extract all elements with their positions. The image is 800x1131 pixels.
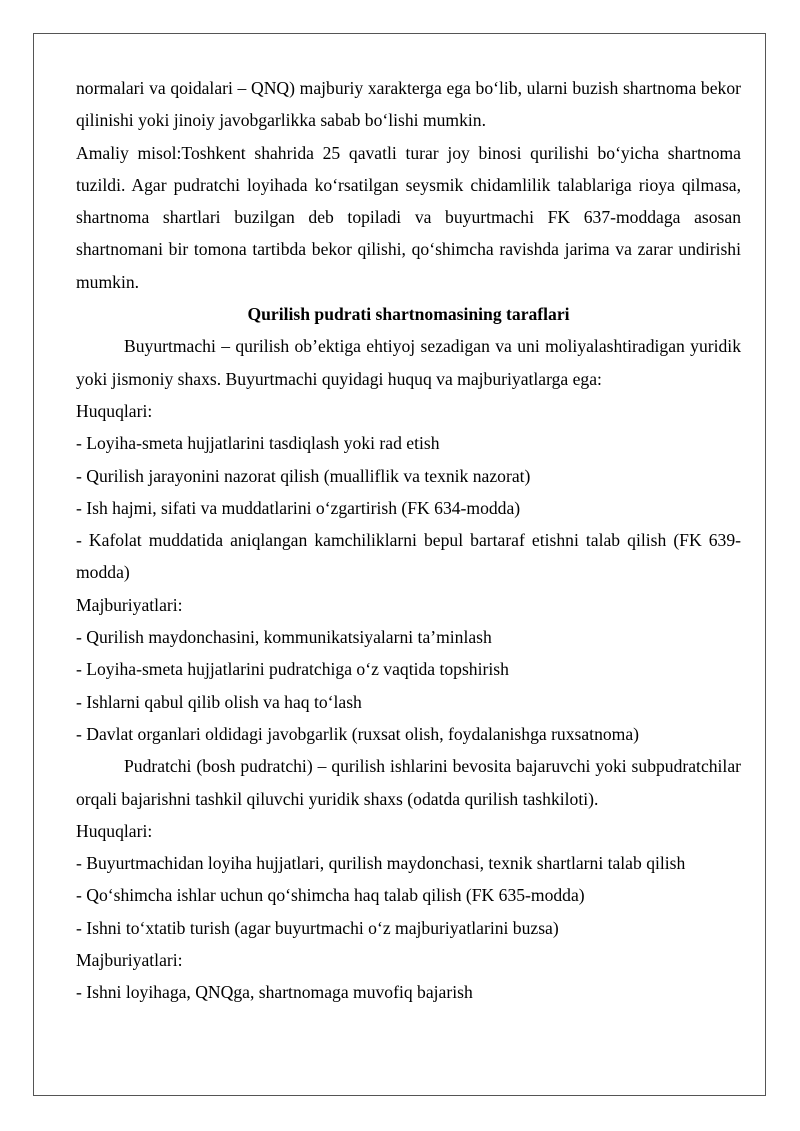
- label-obligations: Majburiyatlari:: [76, 950, 183, 971]
- list-item: - Qo‘shimcha ishlar uchun qo‘shimcha haq talab qilish (FK 635-modda): [76, 885, 585, 906]
- label-obligations: Majburiyatlari:: [76, 594, 183, 615]
- list-item: - Ishni to‘xtatib turish (agar buyurtmachi o‘z majburiyatlarini buzsa): [76, 917, 559, 938]
- list-item: - Kafolat muddatida aniqlangan kamchiliklarni bepul bartaraf etishni talab qilish (FK 639-modda): [76, 530, 741, 583]
- document-body: [76, 72, 741, 1009]
- list-item: - Ishni loyihaga, QNQga, shartnomaga muvofiq bajarish: [76, 982, 473, 1003]
- section-heading: Qurilish pudrati shartnomasining taraflari: [247, 304, 570, 325]
- list-item: - Qurilish jarayonini nazorat qilish (mualliflik va texnik nazorat): [76, 465, 531, 486]
- list-item: - Davlat organlari oldidagi javobgarlik (ruxsat olish, foydalanishga ruxsatnoma): [76, 723, 640, 744]
- paragraph-continuation: normalari va qoidalari – QNQ) majburiy xarakterga ega bo‘lib, ularni buzish shartnoma bekor qilinishi yoki jinoiy javobgarlikka sabab bo‘lishi mumkin.: [76, 78, 741, 131]
- list-item: - Buyurtmachidan loyiha hujjatlari, qurilish maydonchasi, texnik shartlarni talab qilish: [76, 853, 686, 874]
- list-item: - Loyiha-smeta hujjatlarini pudratchiga o‘z vaqtida topshirish: [76, 659, 509, 680]
- list-item: - Qurilish maydonchasini, kommunikatsiyalarni ta’minlash: [76, 627, 492, 648]
- list-item: - Loyiha-smeta hujjatlarini tasdiqlash yoki rad etish: [76, 433, 440, 454]
- paragraph-contractor-definition: Pudratchi (bosh pudratchi) – qurilish ishlarini bevosita bajaruvchi yoki subpudratchilar orqali bajarishni tashkil qiluvchi yuridik shaxs (odatda qurilish tashkiloti).: [76, 756, 741, 809]
- paragraph-practical-example: Amaliy misol:Toshkent shahrida 25 qavatli turar joy binosi qurilishi bo‘yicha shartnoma tuzildi. Agar pudratchi loyihada ko‘rsatilgan seysmik chidamlilik talablariga rioya qilmasa, shartnoma shartlari buzilgan deb topiladi va buyurtmachi FK 637-moddaga asosan shartnomani bir tomona tartibda bekor qilishi, qo‘shimcha ravishda jarima va zarar undirishi mumkin.: [76, 142, 741, 292]
- label-rights: Huquqlari:: [76, 400, 153, 421]
- label-rights: Huquqlari:: [76, 820, 153, 841]
- list-item: - Ish hajmi, sifati va muddatlarini o‘zgartirish (FK 634-modda): [76, 497, 521, 518]
- paragraph-customer-definition: Buyurtmachi – qurilish ob’ektiga ehtiyoj sezadigan va uni moliyalashtiradigan yuridik yoki jismoniy shaxs. Buyurtmachi quyidagi huquq va majburiyatlarga ega:: [76, 336, 741, 389]
- list-item: - Ishlarni qabul qilib olish va haq to‘lash: [76, 691, 362, 712]
